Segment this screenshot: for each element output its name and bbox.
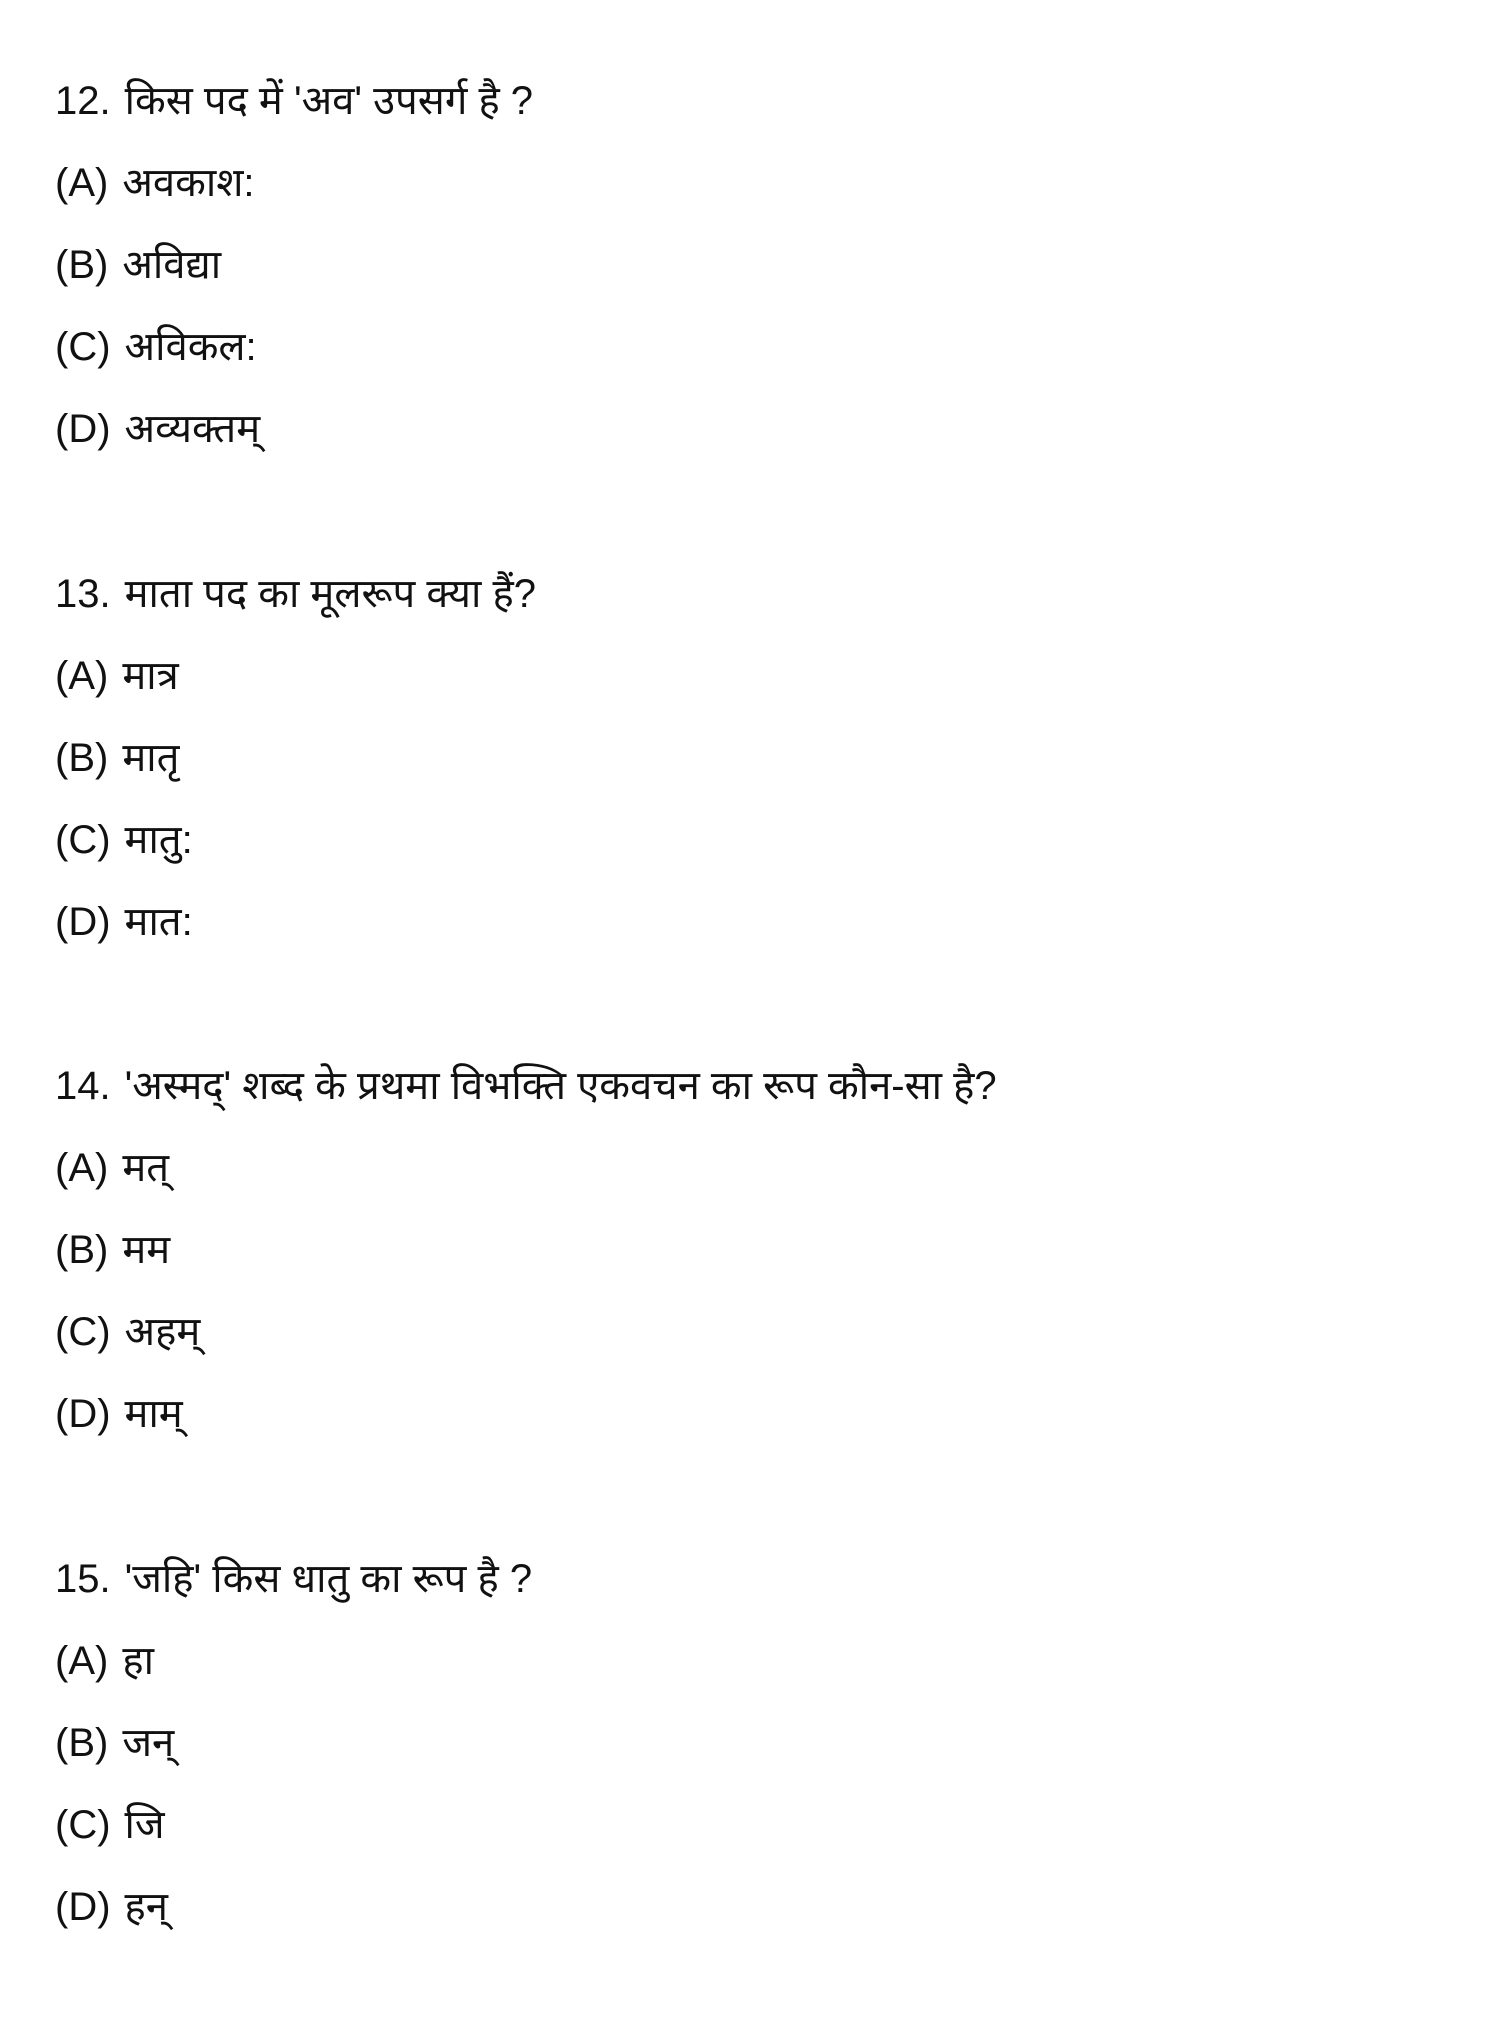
- option-label: (D): [55, 900, 111, 944]
- option-text: हन्: [124, 1885, 168, 1929]
- option-text: अविद्या: [122, 243, 222, 287]
- option-c: [55, 1800, 165, 1850]
- option-label: (A): [55, 1146, 109, 1190]
- question-number: 15.: [55, 1557, 111, 1601]
- option-text: अहम्: [124, 1310, 201, 1354]
- option-c: [55, 1307, 200, 1357]
- option-text: अविकल:: [124, 325, 257, 369]
- option-text: अव्यक्तम्: [124, 407, 261, 451]
- option-b: [55, 733, 179, 783]
- option-b: [55, 240, 221, 290]
- option-text: माम्: [124, 1392, 183, 1436]
- option-text: मातु:: [124, 818, 193, 862]
- option-text: मात्र: [122, 654, 179, 698]
- option-label: (B): [55, 736, 109, 780]
- question-number: 12.: [55, 79, 111, 123]
- option-d: [55, 1882, 168, 1932]
- question-text: किस पद में 'अव' उपसर्ग है ?: [124, 79, 534, 123]
- option-text: जन्: [122, 1721, 175, 1765]
- option-a: [55, 1143, 169, 1193]
- option-text: मात:: [124, 900, 193, 944]
- option-text: जि: [124, 1803, 165, 1847]
- option-label: (B): [55, 1721, 109, 1765]
- option-c: [55, 815, 193, 865]
- question-text: 'जहि' किस धातु का रूप है ?: [124, 1557, 533, 1601]
- question-15: [55, 1554, 532, 1604]
- option-label: (A): [55, 161, 109, 205]
- question-text: माता पद का मूलरूप क्या हैं?: [124, 572, 536, 616]
- option-label: (C): [55, 818, 111, 862]
- option-label: (B): [55, 1228, 109, 1272]
- option-label: (D): [55, 407, 111, 451]
- option-a: [55, 158, 255, 208]
- option-label: (B): [55, 243, 109, 287]
- option-b: [55, 1225, 170, 1275]
- option-text: हा: [122, 1639, 154, 1683]
- question-13: [55, 569, 536, 619]
- option-label: (C): [55, 325, 111, 369]
- option-text: मत्: [122, 1146, 170, 1190]
- option-c: [55, 322, 257, 372]
- option-label: (C): [55, 1310, 111, 1354]
- option-label: (D): [55, 1392, 111, 1436]
- question-12: [55, 76, 533, 126]
- option-text: मम: [122, 1228, 171, 1272]
- option-label: (C): [55, 1803, 111, 1847]
- option-label: (A): [55, 654, 109, 698]
- option-label: (A): [55, 1639, 109, 1683]
- option-a: [55, 1636, 154, 1686]
- option-label: (D): [55, 1885, 111, 1929]
- option-a: [55, 651, 179, 701]
- option-text: मातृ: [122, 736, 180, 780]
- option-d: [55, 897, 193, 947]
- question-text: 'अस्मद्' शब्द के प्रथमा विभक्ति एकवचन का रूप कौन-सा है?: [124, 1064, 997, 1108]
- question-14: [55, 1061, 997, 1111]
- question-number: 14.: [55, 1064, 111, 1108]
- option-text: अवकाश:: [122, 161, 255, 205]
- option-d: [55, 1389, 183, 1439]
- question-number: 13.: [55, 572, 111, 616]
- option-b: [55, 1718, 174, 1768]
- option-d: [55, 404, 260, 454]
